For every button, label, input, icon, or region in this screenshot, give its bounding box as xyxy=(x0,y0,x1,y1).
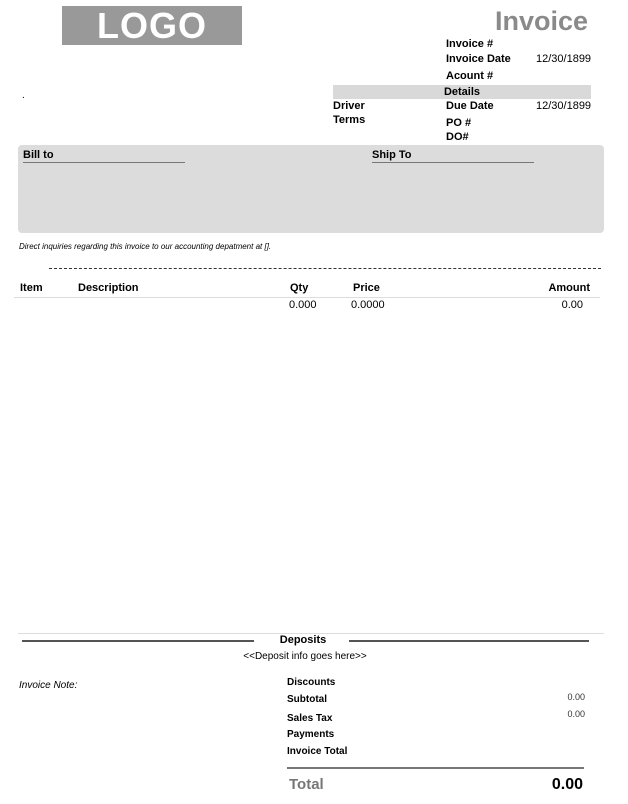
bill-to-label: Bill to xyxy=(23,149,185,163)
amount-header: Amount xyxy=(548,282,590,294)
price-header: Price xyxy=(353,282,380,294)
sales-tax-value: 0.00 xyxy=(567,709,585,719)
qty-header: Qty xyxy=(290,282,309,294)
row-qty: 0.000 xyxy=(289,299,317,311)
row-amount: 0.00 xyxy=(561,299,583,311)
subtotal-value: 0.00 xyxy=(567,692,585,702)
invoice-date-value: 12/30/1899 xyxy=(536,53,592,65)
ship-to-label: Ship To xyxy=(372,149,534,163)
inquiries-text: Direct inquiries regarding this invoice to our accounting depatment at []. xyxy=(19,242,272,251)
invoice-title: Invoice xyxy=(494,6,588,36)
po-label: PO # xyxy=(446,117,472,129)
description-header: Description xyxy=(78,282,139,294)
invoice-number-label: Invoice # xyxy=(446,38,494,50)
deposits-title: Deposits xyxy=(279,634,327,646)
logo: LOGO xyxy=(62,6,242,45)
total-divider xyxy=(287,767,584,769)
invoice-note-label: Invoice Note: xyxy=(19,680,78,691)
header-divider xyxy=(14,297,600,298)
dashed-divider xyxy=(49,268,601,269)
terms-label: Terms xyxy=(333,114,366,126)
invoice-date-label: Invoice Date xyxy=(446,53,511,65)
invoice-total-label: Invoice Total xyxy=(287,746,348,757)
deposits-rule-left xyxy=(22,640,254,642)
discounts-label: Discounts xyxy=(287,677,336,688)
account-number-label: Acount # xyxy=(446,70,494,82)
placeholder-dot: . xyxy=(22,90,25,101)
do-label: DO# xyxy=(446,131,469,143)
payments-label: Payments xyxy=(287,729,335,740)
sales-tax-label: Sales Tax xyxy=(287,713,333,724)
deposits-rule-right xyxy=(349,640,589,642)
due-date-value: 12/30/1899 xyxy=(536,100,592,112)
subtotal-label: Subtotal xyxy=(287,694,327,705)
deposits-info: <<Deposit info goes here>> xyxy=(243,651,367,662)
driver-label: Driver xyxy=(333,100,365,112)
due-date-label: Due Date xyxy=(446,100,494,112)
total-label: Total xyxy=(289,776,324,793)
details-bar: Details xyxy=(333,85,591,99)
item-header: Item xyxy=(20,282,43,294)
row-price: 0.0000 xyxy=(351,299,385,311)
total-value: 0.00 xyxy=(551,776,583,793)
